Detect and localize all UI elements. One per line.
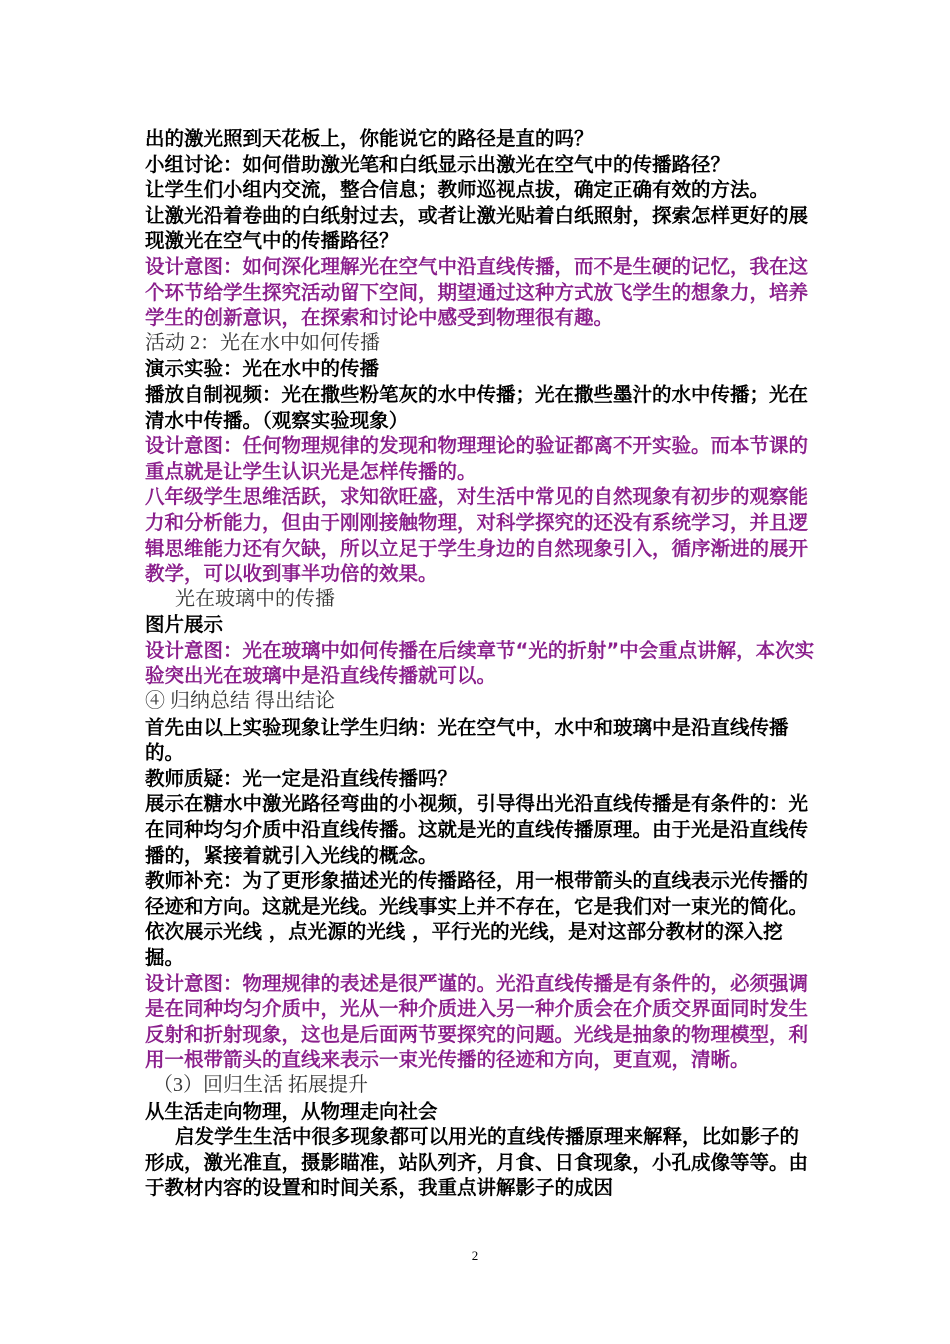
paragraph-group-exchange: 让学生们小组内交流，整合信息；教师巡视点拔，确定正确有效的方法。 bbox=[145, 178, 770, 202]
design-intent-experiment: 设计意图：任何物理规律的发现和物理理论的验证都离不开实验。而本节课的重点就是让学生认识光是怎样传播的。 bbox=[145, 434, 809, 483]
glass-propagation-heading: 光在玻璃中的传播 bbox=[175, 587, 335, 610]
paragraph-teacher-question: 教师质疑：光一定是沿直线传播吗？ bbox=[145, 766, 458, 790]
design-intent-air-propagation: 设计意图：如何深化理解光在空气中沿直线传播，而不是生硬的记忆，我在这个环节给学生探究活动留下空间，期望通过这种方式放飞学生的想象力，培养学生的创新意识，在探索和讨论中感受到物理很有趣。 bbox=[145, 254, 809, 330]
design-intent-grade-eight: 八年级学生思维活跃，求知欲旺盛，对生活中常见的自然现象有初步的观察能力和分析能力，但由于刚刚接触物理，对科学探究的还没有系统学习，并且逻辑思维能力还有欠缺，所以立足于学生身边的自然现象引入，循序渐进的展开教学，可以收到事半功倍的效果。 bbox=[145, 485, 809, 586]
page-body bbox=[145, 126, 815, 1201]
paragraph-sugar-water-video: 展示在糖水中激光路径弯曲的小视频，引导得出光沿直线传播是有条件的：光在同种均匀介质中沿直线传播。这就是光的直线传播原理。由于光是沿直线传播的，紧接着就引入光线的概念。 bbox=[145, 792, 809, 867]
demo-experiment-water-heading: 演示实验：光在水中的传播 bbox=[145, 357, 380, 381]
paragraph-teacher-supplement: 教师补充：为了更形象描述光的传播路径，用一根带箭头的直线表示光传播的径迹和方向。这就是光线。光线事实上并不存在，它是我们对一束光的简化。依次展示光线 ，点光源的光线 ，平行光的光线，是对这部分教材的深入挖掘。 bbox=[145, 869, 809, 969]
paragraph-laser-ceiling-question: 出的激光照到天花板上，你能说它的路径是直的吗？ bbox=[145, 127, 594, 150]
page-number: 2 bbox=[471, 1248, 479, 1263]
summary-conclusion-heading: ④ 归纳总结 得出结论 bbox=[145, 690, 335, 713]
life-to-physics-heading: 从生活走向物理，从物理走向社会 bbox=[145, 1099, 438, 1123]
activity-2-heading: 活动 2：光在水中如何传播 bbox=[145, 331, 380, 354]
design-intent-glass: 设计意图：光在玻璃中如何传播在后续章节“光的折射”中会重点讲解，本次实验突出光在玻璃中是沿直线传播就可以。 bbox=[145, 638, 815, 688]
paragraph-student-summary: 首先由以上实验现象让学生归纳：光在空气中，水中和玻璃中是沿直线传播的。 bbox=[145, 715, 789, 765]
picture-display-heading: 图片展示 bbox=[145, 613, 224, 637]
paragraph-laser-along-paper: 让激光沿着卷曲的白纸射过去，或者让激光贴着白纸照射，探索怎样更好的展现激光在空气中的传播路径？ bbox=[145, 203, 809, 253]
design-intent-rigor: 设计意图：物理规律的表述是很严谨的。光沿直线传播是有条件的，必须强调是在同种均匀介质中，光从一种介质进入另一种介质会在介质交界面同时发生反射和折射现象，这也是后面两节要探究的问题。光线是抽象的物理模型，利用一根带箭头的直线来表示一束光传播的径迹和方向，更直观，清晰。 bbox=[145, 971, 809, 1072]
section-3-heading: （3）回归生活 拓展提升 bbox=[153, 1073, 368, 1096]
paragraph-inspire-students: 启发学生生活中很多现象都可以用光的直线传播原理来解释，比如影子的形成，激光准直，摄影瞄准，站队列齐，月食、日食现象，小孔成像等等。由于教材内容的设置和时间关系，我重点讲解影子的成因 bbox=[145, 1125, 809, 1200]
paragraph-group-discussion: 小组讨论：如何借助激光笔和白纸显示出激光在空气中的传播路径？ bbox=[145, 152, 731, 176]
paragraph-play-video: 播放自制视频：光在撒些粉笔灰的水中传播；光在撒些墨汁的水中传播；光在清水中传播。（观察实验现象） bbox=[145, 382, 809, 432]
